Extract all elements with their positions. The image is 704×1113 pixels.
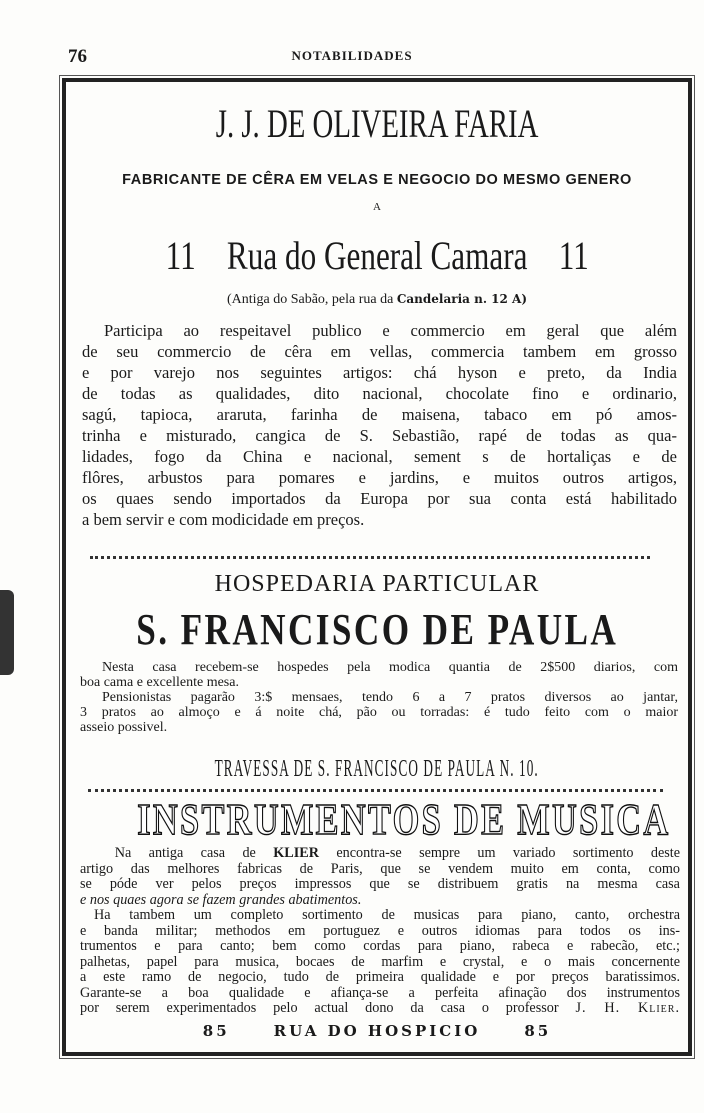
ad2-heading: HOSPEDARIA PARTICULAR xyxy=(214,571,540,597)
ad2-address-text: TRAVESSA DE S. FRANCISCO DE PAULA N. 10. xyxy=(214,756,540,782)
signature: J. H. Klier. xyxy=(575,1001,680,1016)
ad3-heading xyxy=(62,795,692,844)
body-line: Garante-se a boa qualidade e afiança-se a perfeita afinação dos instrumentos xyxy=(80,985,680,1001)
line-text: encontra-se sempre um variado sortimento deste xyxy=(336,846,680,861)
ad1-name-text: J. J. DE OLIVEIRA FARIA xyxy=(215,101,539,146)
body-line: Participa ao respeitavel publico e commercio em geral que além xyxy=(104,321,677,340)
address-number: 85 xyxy=(524,1022,552,1040)
ad1-address-text xyxy=(165,234,588,278)
body-line: a bem servir e com modicidade em preços. xyxy=(82,510,365,529)
former-bold: Candelaria n. 12 A) xyxy=(396,292,528,306)
klier-bold: KLIER xyxy=(273,846,319,861)
body-line: Nesta casa recebem-se hospedes pela modica quantia de 2$500 diarios, com xyxy=(102,660,678,675)
body-line: 3 pratos ao almoço e á noite chá, pão ou torradas: é tudo feito com o maior xyxy=(80,705,678,720)
ad3-body xyxy=(80,846,680,1017)
running-title: NOTABILIDADES xyxy=(291,48,413,63)
ornamental-divider xyxy=(90,556,650,563)
body-line xyxy=(80,846,680,862)
ad1-mark: A xyxy=(373,201,381,213)
ad1-subtitle: FABRICANTE DE CÊRA EM VELAS E NEGOCIO DO MESMO GENERO xyxy=(122,172,632,188)
body-line: sagú, tapioca, araruta, farinha de maisena, tabaco em pó amos- xyxy=(82,405,677,424)
body-line: e banda militar; methodos em portuguez e outros idiomas para todos os ins- xyxy=(80,923,680,939)
body-line: flôres, arbustos para pomares e jardins, e muitos outros artigos, xyxy=(82,468,677,487)
body-line xyxy=(80,1001,680,1017)
address-number: 11 xyxy=(558,233,589,278)
ad2-name xyxy=(62,606,692,654)
body-line: se póde ver pelos preços impressos que se distribuem gratis na mesma casa xyxy=(80,877,680,892)
ad2-body xyxy=(80,660,678,735)
body-line: trumentos e para canto; bem como cordas para piano, rabeca e rabecão, etc.; xyxy=(80,939,680,954)
body-line: Ha tambem um completo sortimento de musicas para piano, canto, orchestra xyxy=(94,908,680,923)
body-line: os quaes sendo importados da Europa por sua conta está habilitado xyxy=(82,489,677,508)
street-name: Rua do General Camara xyxy=(226,233,528,278)
body-line: palhetas, papel para musica, bocaes de marfim e crystal, e o mais concernente xyxy=(80,954,680,970)
body-line: a este ramo de negocio, tudo de primeira qualidade e por preços baratissimos. xyxy=(80,970,680,985)
body-line: de seu commercio de cêra em vellas, commercia tambem em grosso xyxy=(82,342,677,361)
body-line: e por varejo nos seguintes artigos: chá hyson e preto, da India xyxy=(82,363,677,382)
body-line: Pensionistas pagarão 3:$ mensaes, tendo 6 a 7 pratos diversos ao jantar, xyxy=(102,690,678,705)
body-line: artigo das melhores fabricas de Paris, que se vendem muito em conta, como xyxy=(80,861,680,877)
ad2-name-text: S. FRANCISCO DE PAULA xyxy=(136,605,618,654)
address-number: 85 xyxy=(202,1022,230,1040)
ad1-address xyxy=(62,234,692,278)
ad3-address xyxy=(62,1022,692,1040)
italic-line: e nos quaes agora se fazem grandes abatimentos. xyxy=(80,892,362,908)
street-name: RUA DO HOSPICIO xyxy=(273,1022,481,1040)
body-line: lidades, fogo da China e nacional, sement s de hortaliças e de xyxy=(82,447,677,466)
body-line: de todas as qualidades, dito nacional, chocolate fino e ordinario, xyxy=(82,384,677,403)
ad2-address xyxy=(62,755,692,783)
binding-edge xyxy=(0,590,14,675)
former-prefix: (Antiga do Sabão, pela rua da xyxy=(226,292,394,307)
line-text: por serem experimentados pelo actual dono da casa o professor xyxy=(80,1001,559,1016)
body-line: boa cama e excellente mesa. xyxy=(80,675,239,690)
body-line: trinha e misturado, cangica de S. Sebastião, rapé de todas as qua- xyxy=(82,426,677,445)
line-text: Na antiga casa de xyxy=(114,846,256,861)
body-line: asseio possivel. xyxy=(80,720,168,735)
ad1-name xyxy=(62,102,692,146)
ad1-body xyxy=(82,320,677,530)
ad1-former-address xyxy=(62,290,692,309)
ad3-heading-text: INSTRUMENTOS DE MUSICA xyxy=(137,795,671,844)
page-number: 76 xyxy=(68,46,87,67)
address-number: 11 xyxy=(165,233,196,278)
